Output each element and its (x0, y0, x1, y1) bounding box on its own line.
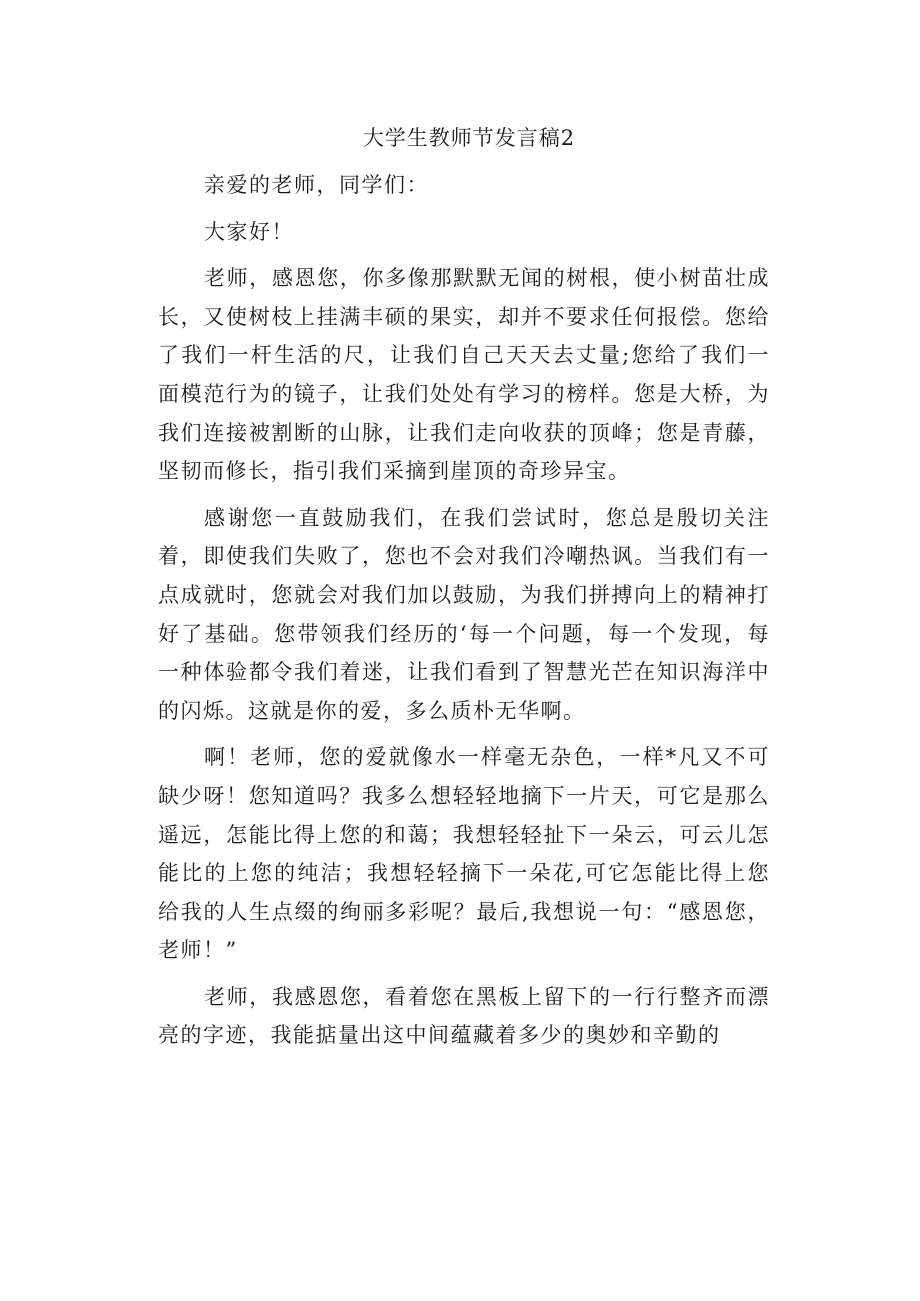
greeting: 大家好！ (204, 219, 294, 244)
body-paragraph: 老师，我感恩您，看着您在黑板上留下的一行行整齐而漂亮的字迹，我能掂量出这中间蕴藏着多少的奥妙和辛勤的 (158, 984, 770, 1048)
body-paragraph: 啊！老师，您的爱就像水一样毫无杂色，一样*凡又不可缺少呀！您知道吗？我多么想轻轻地摘下一片天，可它是那么遥远，怎能比得上您的和蔼；我想轻轻扯下一朵云，可云儿怎能比的上您的纯洁；我想轻轻摘下一朵花,可它怎能比得上您给我的人生点缀的绚丽多彩呢？最后,我想说一句：“感恩您，老师！” (158, 745, 770, 963)
salutation: 亲爱的老师，同学们： (204, 173, 429, 197)
body-paragraph: 感谢您一直鼓励我们，在我们尝试时，您总是殷切关注着，即使我们失败了，您也不会对我们冷嘲热讽。当我们有一点成就时，您就会对我们加以鼓励，为我们拼搏向上的精神打好了基础。您带领我们经历的‘每一个问题，每一个发现，每一种体验都令我们着迷，让我们看到了智慧光芒在知识海洋中的闪烁。这就是你的爱，多么质朴无华啊。 (158, 505, 770, 723)
body-paragraph: 老师，感恩您，你多像那默默无闻的树根，使小树苗壮成长，又使树枝上挂满丰硕的果实，却并不要求任何报偿。您给了我们一杆生活的尺，让我们自己天天去丈量;您给了我们一面模范行为的镜子，让我们处处有学习的榜样。您是大桥，为我们连接被割断的山脉，让我们走向收获的顶峰；您是青藤，坚韧而修长，指引我们采摘到崖顶的奇珍异宝。 (158, 266, 770, 484)
document-title: 大学生教师节发言稿2 (362, 126, 576, 150)
document-body (158, 118, 770, 1055)
